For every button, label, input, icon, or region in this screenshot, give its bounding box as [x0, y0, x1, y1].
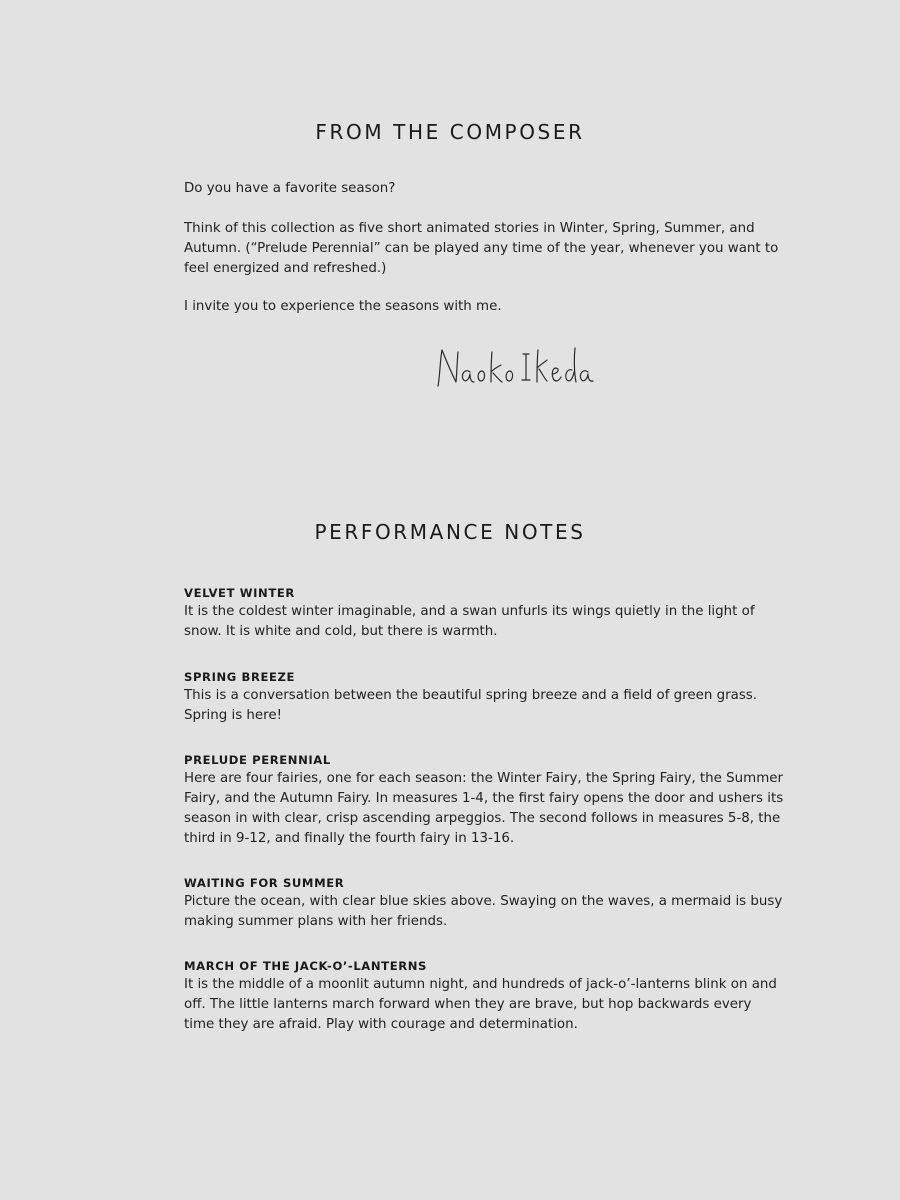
- note-title: WAITING FOR SUMMER: [184, 876, 345, 890]
- note-text: It is the middle of a moonlit autumn night, and hundreds of jack-o’-lanterns blink on and off. The little lanterns march forward when they are brave, but hop backwards every time they are afraid. Play with courage and determination.: [184, 977, 777, 1032]
- note-spring-breeze: [184, 668, 784, 726]
- composer-paragraph-text: Do you have a favorite season?: [184, 181, 396, 196]
- note-title: MARCH OF THE JACK-O’-LANTERNS: [184, 959, 427, 973]
- note-prelude-perennial: [184, 751, 784, 849]
- note-text: Here are four fairies, one for each season: the Winter Fairy, the Spring Fairy, the Summer Fairy, and the Autumn Fairy. In measures 1-4, the first fairy opens the door and ushers its season in with clear, crisp ascending arpeggios. The second follows in measures 5-8, the third in 9-12, and finally the fourth fairy in 13-16.: [184, 771, 784, 846]
- note-text: Picture the ocean, with clear blue skies above. Swaying on the waves, a mermaid is busy making summer plans with her friends.: [184, 894, 783, 929]
- note-title: VELVET WINTER: [184, 586, 295, 600]
- composer-heading: FROM THE COMPOSER: [315, 120, 585, 144]
- note-waiting-for-summer: [184, 874, 784, 932]
- performance-notes-heading: PERFORMANCE NOTES: [314, 520, 586, 544]
- note-text: This is a conversation between the beautiful spring breeze and a field of green grass. Spring is here!: [184, 688, 758, 723]
- composer-paragraph-1: [184, 179, 784, 199]
- note-title: PRELUDE PERENNIAL: [184, 753, 331, 767]
- composer-paragraph-text: I invite you to experience the seasons with me.: [184, 299, 502, 314]
- note-velvet-winter: [184, 584, 784, 642]
- composer-paragraph-text: Think of this collection as five short animated stories in Winter, Spring, Summer, and Autumn. (“Prelude Perennial” can be played any time of the year, whenever you want to feel energized and refreshed.): [184, 221, 779, 276]
- note-title: SPRING BREEZE: [184, 670, 296, 684]
- note-march-of-the-jack-o-lanterns: [184, 957, 784, 1035]
- composer-paragraph-3: [184, 297, 784, 317]
- note-text: It is the coldest winter imaginable, and a swan unfurls its wings quietly in the light of snow. It is white and cold, but there is warmth.: [184, 604, 755, 639]
- composer-signature: [432, 338, 632, 394]
- composer-paragraph-2: [184, 219, 784, 279]
